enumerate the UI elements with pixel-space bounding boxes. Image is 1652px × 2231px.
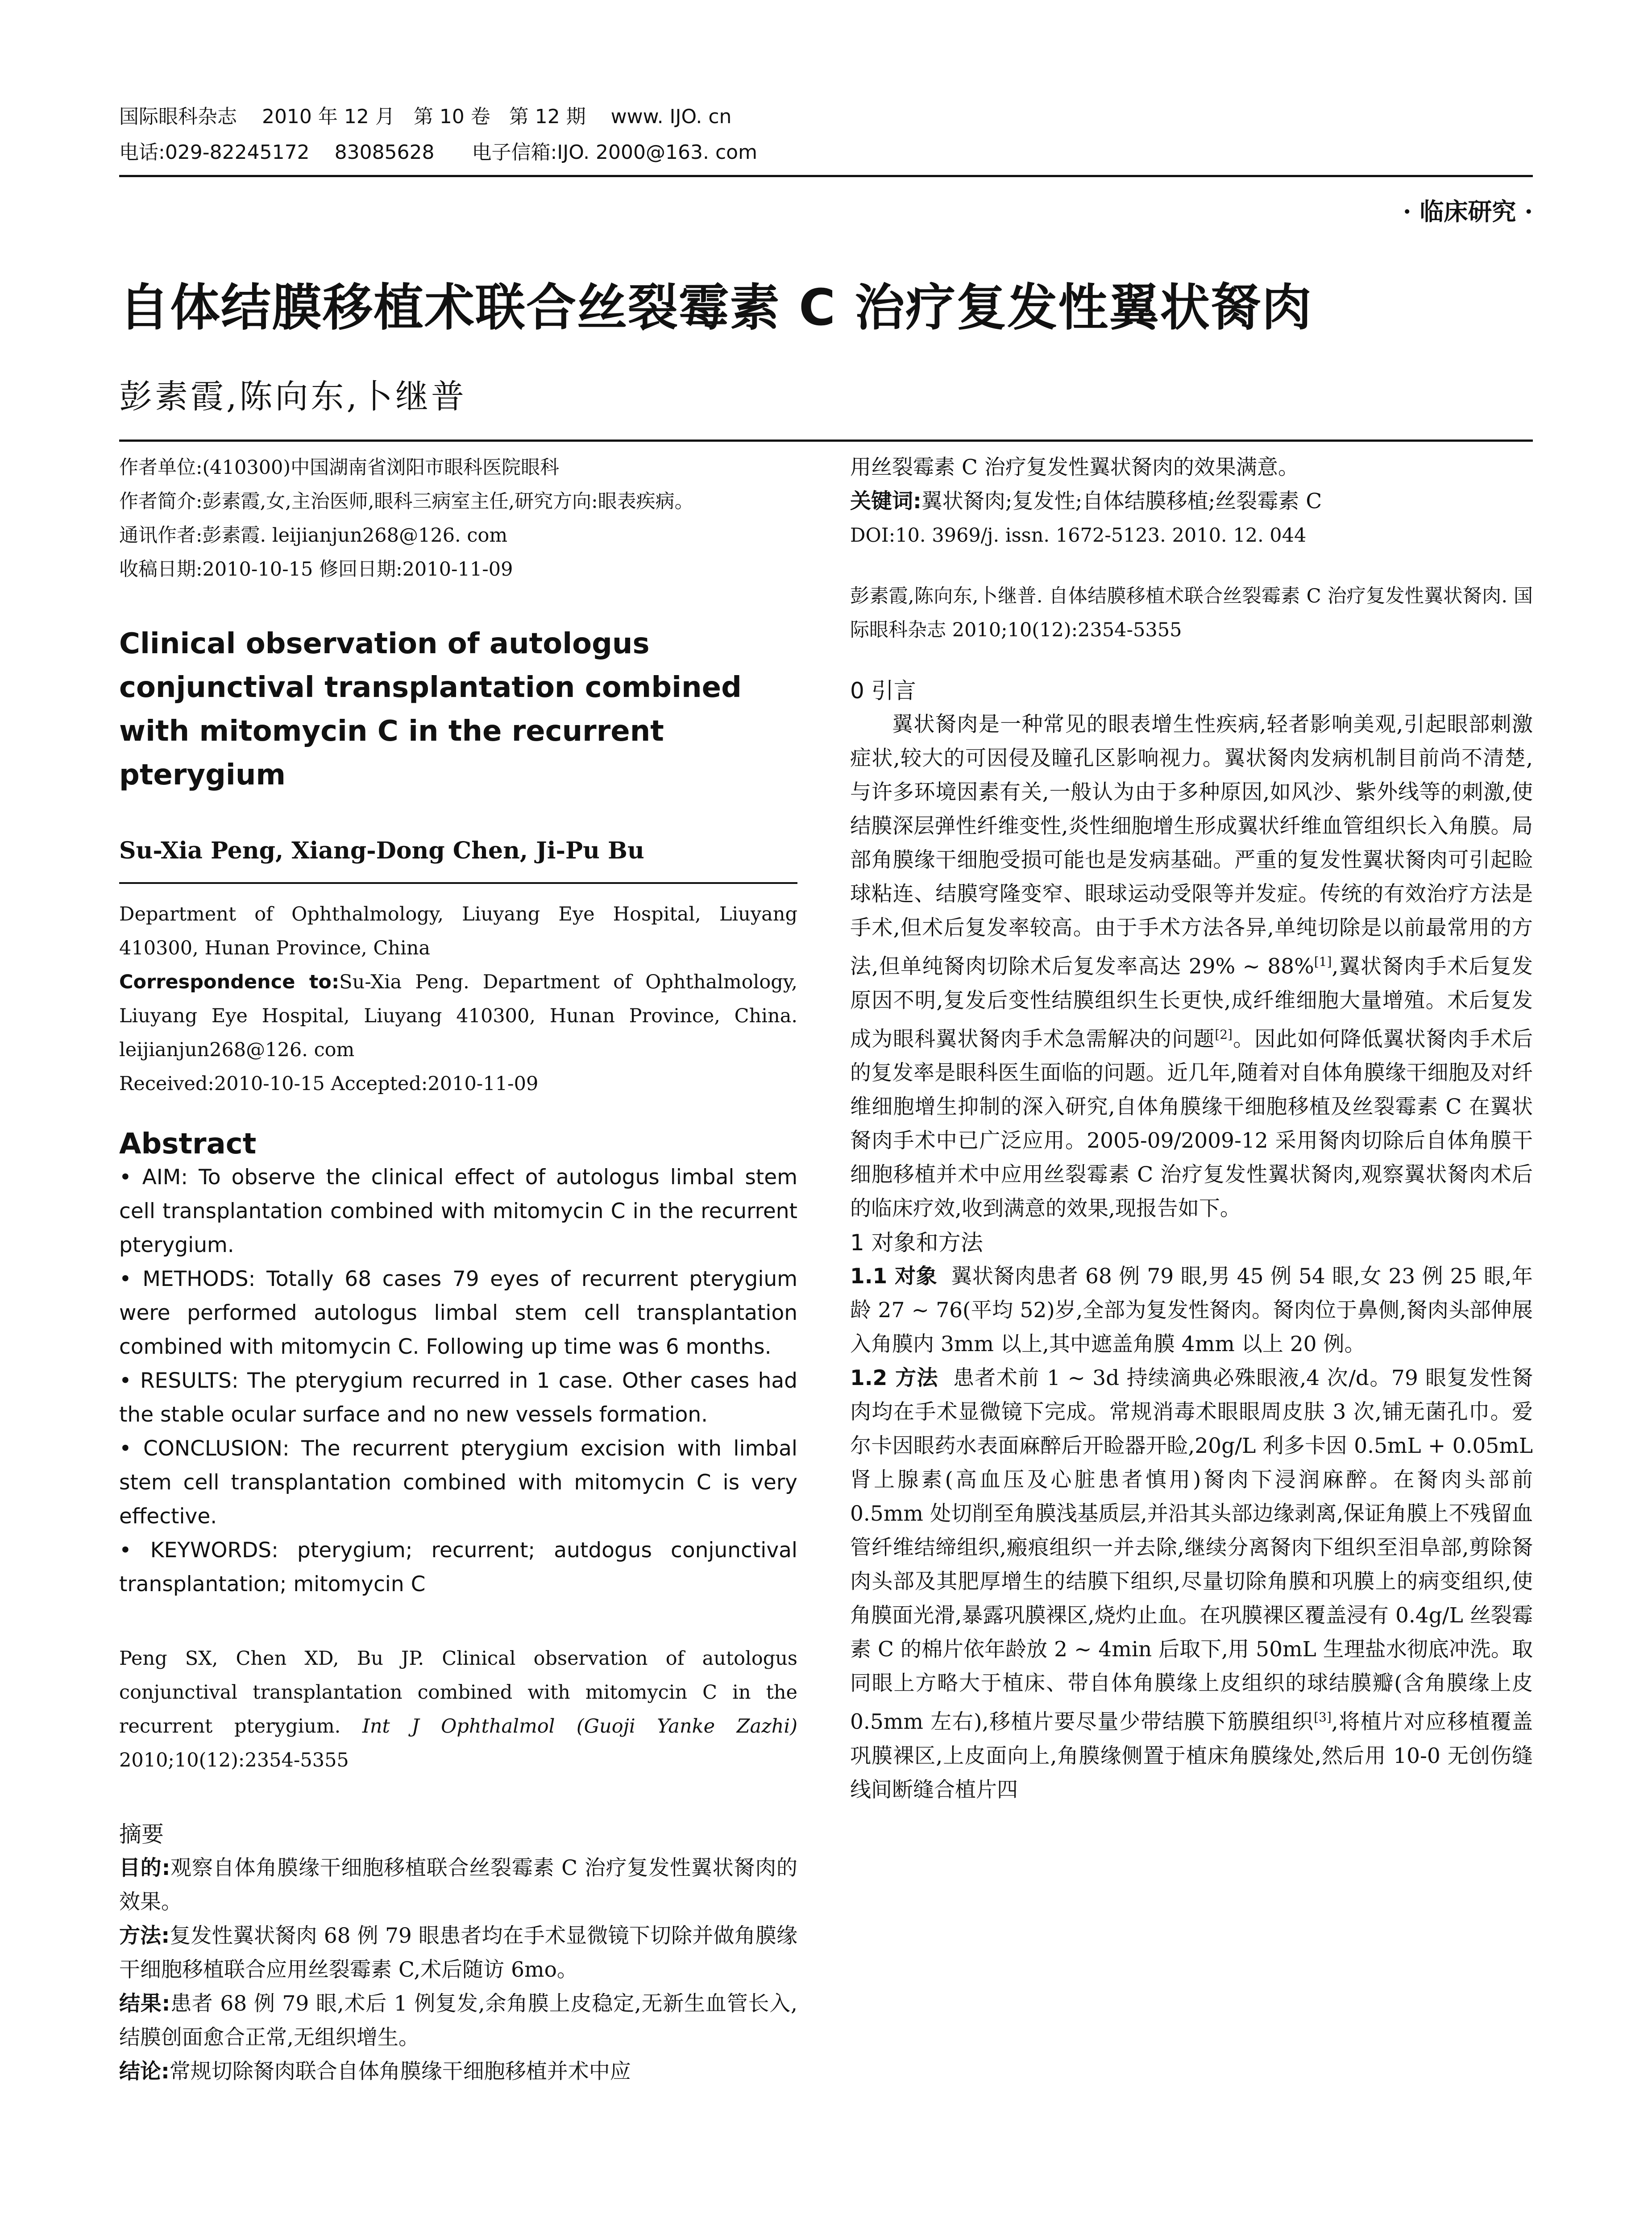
zh-abstract-heading: 摘要 — [119, 1821, 164, 1847]
abstract-results: • RESULTS: The pterygium recurred in 1 case. Other cases had the stable ocular surface and no new vessels formation. — [119, 1368, 797, 1427]
subsection-1-2-text-a: 患者术前 1 ~ 3d 持续滴典必殊眼液,4 次/d。79 眼复发性胬肉均在手术显微镜下完成。常规消毒术眼眼周皮肤 3 次,铺无菌孔巾。爱尔卡因眼药水表面麻醉后开睑器开睑,20g/L 利多卡因 0.5mL + 0.05mL 肾上腺素(高血压及心脏患者慎用)胬肉下浸润麻醉。在胬肉头部前 0.5mm 处切削至角膜浅基质层,并沿其头部边缘剥离,保证角膜上不残留血管纤维结缔组织,瘢痕组织一并去除,继续分离胬肉下组织至泪阜部,剪除胬肉头部及其肥厚增生的结膜下组织,尽量切除角膜和巩膜上的病变组织,使角膜面光滑,暴露巩膜裸区,烧灼止血。在巩膜裸区覆盖浸有 0.4g/L 丝裂霉素 C 的棉片依年龄放 2 ~ 4min 后取下,用 50mL 生理盐水彻底冲洗。取同眼上方略大于植床、带自体角膜缘上皮组织的球结膜瓣(含角膜缘上皮 0.5mm 左右),移植片要尽量少带结膜下筋膜组织 — [850, 1366, 1533, 1734]
correspondence-text: Su-Xia Peng. Department of Ophthalmology, Liuyang Eye Hospital, Liuyang 410300, Hunan Province, China. leijianjun268@126. com — [119, 971, 797, 1061]
title-rule — [119, 440, 1533, 442]
subsection-1-1 — [850, 1260, 1533, 1361]
subsection-1-2-label: 1.2 方法 — [850, 1366, 939, 1391]
zh-keywords — [850, 485, 1533, 518]
correspondence — [119, 965, 797, 1067]
section-tag: · 临床研究 · — [1403, 197, 1533, 226]
citation-en-journal: Int J Ophthalmol (Guoji Yanke Zazhi) — [362, 1715, 797, 1738]
abstract-heading: Abstract — [119, 1128, 257, 1161]
zh-methods-label: 方法: — [119, 1924, 170, 1948]
affiliation-line: 收稿日期:2010-10-15 修回日期:2010-11-09 — [119, 558, 513, 581]
affiliation-block — [119, 451, 797, 586]
reference-2: [2] — [1215, 1027, 1233, 1042]
citation-en-volume: 2010;10(12):2354-5355 — [119, 1749, 349, 1771]
subsection-1-1-text: 翼状胬肉患者 68 例 79 眼,男 45 例 54 眼,女 23 例 25 眼,年龄 27 ~ 76(平均 52)岁,全部为复发性胬肉。胬肉位于鼻侧,胬肉头部伸展入角膜内 3mm 以上,其中遮盖角膜 4mm 以上 20 例。 — [850, 1264, 1533, 1357]
zh-aim-text: 观察自体角膜缘干细胞移植联合丝裂霉素 C 治疗复发性翼状胬肉的效果。 — [119, 1856, 798, 1914]
authors-cn: 彭素霞,陈向东,卜继普 — [119, 377, 467, 416]
subsection-1-1-label: 1.1 对象 — [850, 1264, 938, 1289]
citation-en — [119, 1642, 797, 1777]
journal-header-line2: 电话:029-82245172 83085628 电子信箱:IJO. 2000@163. com — [119, 141, 757, 164]
header-rule — [119, 175, 1533, 177]
right-column — [850, 451, 1533, 1807]
subsection-1-2 — [850, 1361, 1533, 1807]
affiliation-line: 作者单位:(410300)中国湖南省浏阳市眼科医院眼科 — [119, 456, 560, 479]
zh-methods — [119, 1919, 797, 1987]
zh-keywords-label: 关键词: — [850, 489, 921, 514]
zh-conclusion-continued: 用丝裂霉素 C 治疗复发性翼状胬肉的效果满意。 — [850, 455, 1299, 480]
zh-methods-text: 复发性翼状胬肉 68 例 79 眼患者均在手术显微镜下切除并做角膜缘干细胞移植联合应用丝裂霉素 C,术后随访 6mo。 — [119, 1924, 798, 1982]
zh-conclusion — [119, 2055, 797, 2089]
affiliation-line: 通讯作者:彭素霞. leijianjun268@126. com — [119, 524, 508, 547]
zh-aim — [119, 1851, 797, 1919]
intro-text-c: 。因此如何降低翼状胬肉手术后的复发率是眼科医生面临的问题。近几年,随着对自体角膜缘干细胞及对纤维细胞增生抑制的深入研究,自体角膜缘干细胞移植及丝裂霉素 C 在翼状胬肉手术中已广泛应用。2005-09/2009-12 采用胬肉切除后自体角膜干细胞移植并术中应用丝裂霉素 C 治疗复发性翼状胬肉,观察翼状胬肉术后的临床疗效,收到满意的效果,现报告如下。 — [850, 1027, 1533, 1221]
english-authors: Su-Xia Peng, Xiang-Dong Chen, Ji-Pu Bu — [119, 837, 644, 864]
dates-en: Received:2010-10-15 Accepted:2010-11-09 — [119, 1073, 539, 1095]
intro-heading: 0 引言 — [850, 678, 916, 704]
zh-results — [119, 1987, 797, 2055]
zh-results-text: 患者 68 例 79 眼,术后 1 例复发,余角膜上皮稳定,无新生血管长入,结膜创面愈合正常,无组织增生。 — [119, 1991, 797, 2050]
abstract-methods: • METHODS: Totally 68 cases 79 eyes of recurrent pterygium were performed autologus limbal stem cell transplantation combined with mitomycin C. Following up time was 6 months. — [119, 1267, 797, 1359]
zh-results-label: 结果: — [119, 1991, 170, 2016]
department: Department of Ophthalmology, Liuyang Eye Hospital, Liuyang 410300, Hunan Province, China — [119, 903, 797, 959]
journal-header-line1: 国际眼科杂志 2010 年 12 月 第 10 卷 第 12 期 www. IJO. cn — [119, 105, 732, 128]
zh-conclusion-text: 常规切除胬肉联合自体角膜缘干细胞移植并术中应 — [169, 2059, 631, 2084]
abstract-aim: • AIM: To observe the clinical effect of autologus limbal stem cell transplantation combined with mitomycin C in the recurrent pterygium. — [119, 1165, 797, 1257]
left-column — [119, 451, 797, 2089]
zh-keywords-text: 翼状胬肉;复发性;自体结膜移植;丝裂霉素 C — [921, 489, 1322, 514]
affiliation-line: 作者简介:彭素霞,女,主治医师,眼科三病室主任,研究方向:眼表疾病。 — [119, 490, 694, 513]
correspondence-label: Correspondence to: — [119, 971, 340, 993]
doi: DOI:10. 3969/j. issn. 1672-5123. 2010. 12. 044 — [850, 524, 1307, 547]
reference-3: [3] — [1314, 1710, 1332, 1725]
subsection-1-2-text-b: ,将植片对应移植覆盖巩膜裸区,上皮面向上,角膜缘侧置于植床角膜缘处,然后用 10-0 无创伤缝线间断缝合植片四 — [850, 1709, 1533, 1802]
english-title: Clinical observation of autologus conjunctival transplantation combined with mitomycin C in the recurrent pterygium — [119, 627, 742, 792]
zh-aim-label: 目的: — [119, 1856, 170, 1880]
citation-cn: 彭素霞,陈向东,卜继普. 自体结膜移植术联合丝裂霉素 C 治疗复发性翼状胬肉. 国际眼科杂志 2010;10(12):2354-5355 — [850, 585, 1533, 641]
section1-heading: 1 对象和方法 — [850, 1230, 983, 1256]
zh-conclusion-label: 结论: — [119, 2059, 170, 2084]
intro-paragraph — [850, 708, 1533, 1226]
intro-text-b: ,翼状胬肉手术后复发原因不明,复发后变性结膜组织生长更快,成纤维细胞大量增殖。术后复发成为眼科翼状胬肉手术急需解决的问题 — [850, 954, 1533, 1052]
abstract-conclusion: • CONCLUSION: The recurrent pterygium excision with limbal stem cell transplantation combined with mitomycin C is very effective. — [119, 1436, 797, 1529]
citation-en-authors: Peng SX, Chen XD, Bu JP. Clinical observation of autologus conjunctival transplantation combined with mitomycin C in the recurrent pterygium. — [119, 1647, 797, 1738]
page-title: 自体结膜移植术联合丝裂霉素 C 治疗复发性翼状胬肉 — [119, 279, 1313, 337]
reference-1: [1] — [1314, 954, 1332, 969]
intro-text-a: 翼状胬肉是一种常见的眼表增生性疾病,轻者影响美观,引起眼部刺激症状,较大的可因侵及瞳孔区影响视力。翼状胬肉发病机制目前尚不清楚,与许多环境因素有关,一般认为由于多种原因,如风沙、紫外线等的刺激,使结膜深层弹性纤维变性,炎性细胞增生形成翼状纤维血管组织长入角膜。局部角膜缘干细胞受损可能也是发病基础。严重的复发性翼状胬肉可引起睑球粘连、结膜穹隆变窄、眼球运动受限等并发症。传统的有效治疗方法是手术,但术后复发率较高。由于手术方法各异,单纯切除是以前最常用的方法,但单纯胬肉切除术后复发率高达 29% ~ 88% — [850, 712, 1533, 979]
abstract-keywords: • KEYWORDS: pterygium; recurrent; autdogus conjunctival transplantation; mitomycin C — [119, 1538, 797, 1597]
